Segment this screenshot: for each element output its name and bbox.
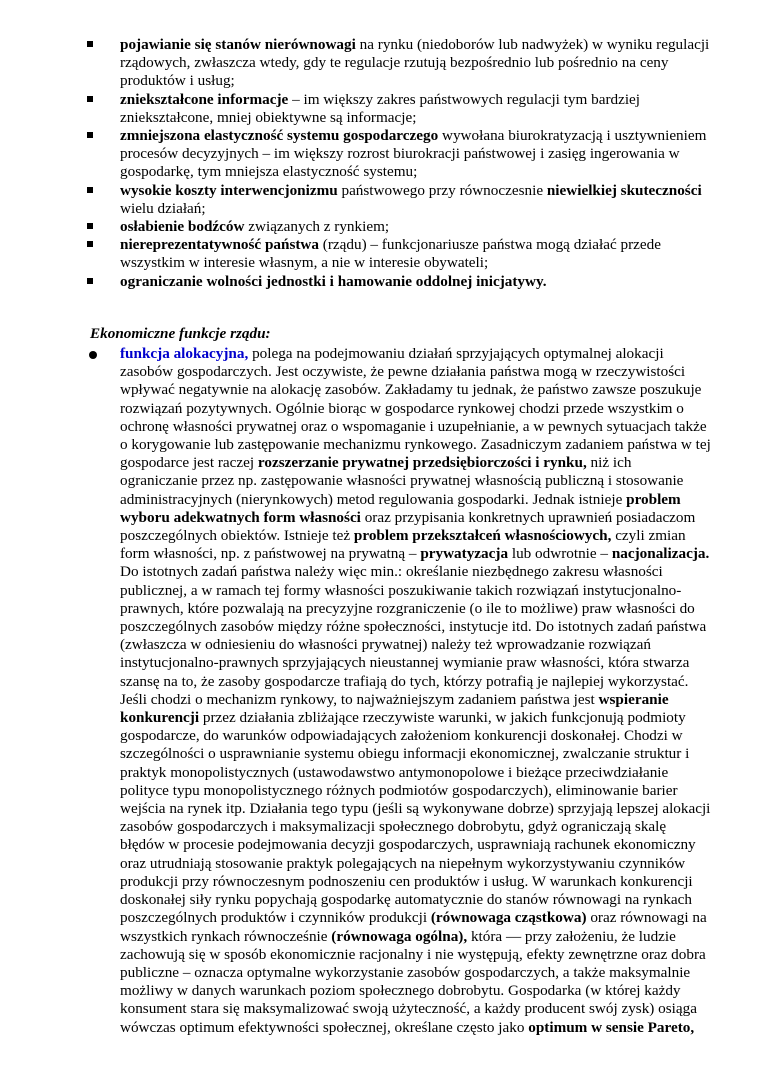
list-item <box>0 236 760 272</box>
bold-phrase: problem przekształceń własnościowych, <box>353 527 612 545</box>
item-term: zniekształcone informacje <box>120 90 289 108</box>
square-bullet-icon <box>87 96 93 102</box>
item-term: ograniczanie wolności jednostki i hamowanie oddolnej inicjatywy. <box>120 272 547 290</box>
disadvantages-list <box>0 36 760 291</box>
square-bullet-icon <box>87 187 93 193</box>
bold-phrase: prywatyzacja <box>420 545 509 563</box>
square-bullet-icon <box>87 223 93 229</box>
item-text: związanych z rynkiem; <box>244 218 390 236</box>
item-text: na rynku (niedoborów lub nadwyżek) w wyniku regulacji rządowych, zwłaszcza wtedy, gdy te regulacje rzutują bezpośrednio lub pośrednio na ceny produktów i usług; <box>120 36 710 90</box>
item-text-2: wielu działań; <box>120 199 206 217</box>
allocation-function-item <box>0 345 760 1037</box>
list-item <box>0 91 760 127</box>
paragraph-text: Do istotnych zadań państwa należy więc min.: określanie niezbędnego zakresu własności publicznej, a w ramach tej formy własności poszukiwanie takich rozwiązań instytucjonalno-prawnych, które pozwalają na precyzyjne rozgraniczenie (o ile to możliwe) praw własności do poszczególnych zasobów między różne społeczności, instytucje itd. Do istotnych zadań państwa (zwłaszcza w odniesieniu do własności prywatnej) należy też wprowadzanie rozwiązań instytucjonalno-prawnych sprzyjających nieustannej wymianie praw własności, która stwarza szansę na to, że zasoby gospodarcze trafiają do tych, którzy potrafią je najlepiej wykorzystać. Jeśli chodzi o mechanizm rynkowy, to najważniejszym zadaniem państwa jest <box>120 563 707 708</box>
bold-phrase: (równowaga cząstkowa) <box>430 909 587 927</box>
square-bullet-icon <box>87 278 93 284</box>
bold-phrase: optimum w sensie Pareto, <box>528 1018 695 1036</box>
item-term: osłabienie bodźców <box>120 218 245 236</box>
item-text: państwowego przy równoczesnie <box>337 181 547 199</box>
bold-phrase: wspieranie konkurencji <box>120 690 669 727</box>
bold-phrase: problem wyboru adekwatnych form własności <box>120 490 681 526</box>
paragraph-text: polega na podejmowaniu działań sprzyjających optymalnej alokacji zasobów gospodarczych. Jest oczywiste, że pewne działania państwa mogą w rzeczywistości wpływać negatywnie na alokację zasobów. Zakładamy tu jednak, że państwo zawsze poszukuje rozwiązań pozytywnych. Ogólnie biorąc w gospodarce rynkowej chodzi przede wszystkim o ochronę własności prywatnej oraz o wspomaganie i uzupełnianie, a w pewnych sytuacjach także o korygowanie lub zastępowanie mechanizmu rynkowego. Zasadniczym zadaniem państwa w tej gospodarce jest raczej <box>120 345 711 472</box>
item-term: pojawianie się stanów nierównowagi <box>120 36 356 53</box>
paragraph-text: przez działania zbliżające rzeczywiste warunki, w jakich funkcjonują podmioty gospodarcze, do warunków odpowiadających założeniom konkurencji doskonałej. Chodzi w szczególności o usprawnianie systemu obiegu informacji ekonomicznej, zwalczanie struktur i praktyk monopolistycznych (ustawodawstwo antymonopolowe i bieżące przeciwdziałanie polityce typu monopolistycznego różnych podmiotów gospodarczych), eliminowanie barier wejścia na rynek itp. Działania tego typu (jeśli są wykonywane dobrze) sprzyjają lepszej alokacji zasobów gospodarczych i maksymalizacji społecznego dobrobytu, gdyż ograniczają skalę błędów w procesie podejmowania decyzji gospodarczych, usprawniają rachunek ekonomiczny oraz utrudniają stosowanie praktyk polegających na niepełnym wykorzystywaniu czynników produkcji przy równoczesnym podnoszeniu cen produktów i usług. W warunkach konkurencji doskonałej siły rynku popychają gospodarkę automatycznie do stanów równowagi na rynkach poszczególnych produktów i czynników produkcji <box>120 709 711 927</box>
item-text: wywołana biurokratyzacją i usztywnieniem procesów decyzyjnych – im większy rozrost biurokracji państwowej i zasięg ingerowania w gospodarkę, tym mniejsza elastyczność systemu; <box>120 127 707 181</box>
square-bullet-icon <box>87 41 93 47</box>
bold-phrase: (równowaga ogólna), <box>331 927 468 945</box>
square-bullet-icon <box>87 132 93 138</box>
paragraph-text: oraz przypisania konkretnych uprawnień posiadaczom poszczególnych obiektów. Istnieje też <box>120 508 696 545</box>
allocation-term: funkcja alokacyjna, <box>120 345 249 362</box>
list-item <box>0 182 760 218</box>
paragraph-text: lub odwrotnie – <box>508 545 612 563</box>
list-item <box>0 273 760 291</box>
item-term-2: niewielkiej skuteczności <box>546 181 702 199</box>
list-item <box>0 127 760 182</box>
item-term: niereprezentatywność państwa <box>120 236 319 254</box>
paragraph-text: czyli zmian form własności, np. z państwowej na prywatną – <box>120 527 686 563</box>
section-heading: Ekonomiczne funkcje rządu: <box>90 325 271 342</box>
paragraph-text: która — przy założeniu, że ludzie zachowują się w sposób ekonomicznie racjonalny i nie występują, efekty zewnętrzne oraz dobra publiczne – oznacza optymalne wykorzystanie zasobów gospodarczych, a także maksymalnie możliwy w danych warunkach poziom społecznego dobrobytu. Gospodarka (w której każdy konsument stara się maksymalizować swoją użyteczność, a każdy producent swój zysk) osiąga wówczas optimum efektywności społecznej, określane często jako <box>120 927 706 1036</box>
round-bullet-icon <box>89 351 97 359</box>
paragraph-text: niż ich ograniczanie przez np. zastępowanie własności prywatnej własnością publiczną i stosowanie administracyjnych (nierynkowych) metod regulowania gospodarki. Jednak istnieje <box>120 454 684 508</box>
bold-phrase: rozszerzanie prywatnej przedsiębiorczości i rynku, <box>257 454 587 472</box>
paragraph-text: oraz równowagi na wszystkich rynkach równocześnie <box>120 909 707 945</box>
item-term: wysokie koszty interwencjonizmu <box>120 181 338 199</box>
item-text: – im większy zakres państwowych regulacji tym bardziej zniekształcone, mniej obiektywne są informacje; <box>120 90 641 126</box>
item-term: zmniejszona elastyczność systemu gospodarczego <box>120 127 439 145</box>
item-text: (rządu) – funkcjonariusze państwa mogą działać przede wszystkim w interesie własnym, a nie w interesie obywateli; <box>120 236 661 272</box>
square-bullet-icon <box>87 241 93 247</box>
allocation-paragraph <box>0 345 760 1037</box>
bold-phrase: nacjonalizacja. <box>611 545 710 563</box>
list-item <box>0 218 760 236</box>
list-item <box>0 36 760 91</box>
